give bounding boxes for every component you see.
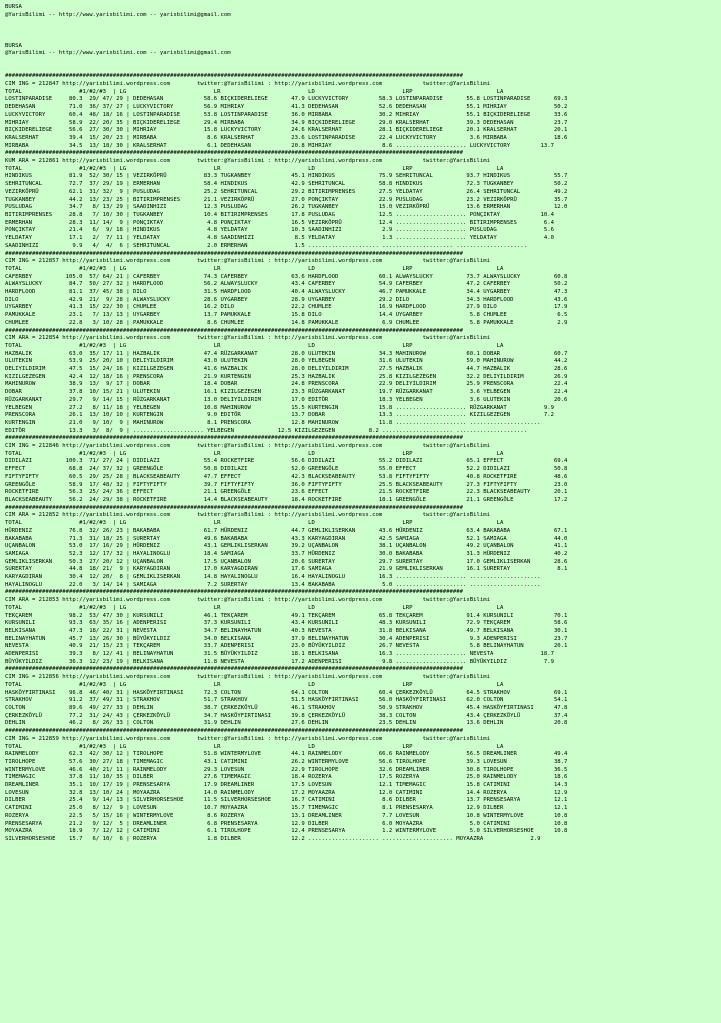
separator-line: ########################################################################################################################################: [5, 150, 464, 157]
column-header-line: TOTAL #1/#2/#3 | LG LR LD LRP LA: [5, 604, 504, 611]
text-line: DEDEHASAN 71.0 36/ 37/ 27 | LUCKYVICTORY 56.9 MIHRIAY 41.3 DEDEHASAN 52.6 DEDEHASAN 55.1 MIHRIAY 50.2: [5, 104, 568, 111]
column-header-line: TOTAL #1/#2/#3 | LG LR LD LRP LA: [5, 743, 504, 750]
text-line: BAKABABA 71.3 31/ 18/ 25 | SURERTAY 49.6 BAKABABA 43.3 KARYAGDIRAN 42.5 SAMIAGA 52.1 SAMIAGA 44.0: [5, 535, 568, 542]
text-line: DILO 42.9 21/ 9/ 28 | ALWAYSLUCKY 28.6 UYGARBEY 28.9 UYGARBEY 29.2 DILO 34.3 HARDFLOOD 43.6: [5, 296, 568, 303]
separator-line: ########################################################################################################################################: [5, 73, 464, 80]
text-line: KARYAGDIRAN 30.4 12/ 20/ 8 | GEMLIKLISERKAN 14.8 HAYALINOGLU 16.4 HAYALINOGLU 16.3 ..................... .....................: [5, 574, 541, 581]
text-line: MIRBABA 34.5 13/ 18/ 30 | KRALSERHAT 6.1 DEDEHASAN 20.8 MIHRIAY 8.6 ..................... LUCKYVICTORY 13.7: [5, 142, 554, 149]
text-line: HÜRDENIZ 76.8 32/ 26/ 23 | BAKABABA 61.7 HÜRDENIZ 44.7 GEMLIKLISERKAN 43.6 HÜRDENIZ 63.4 BAKABABA 67.1: [5, 527, 568, 534]
text-line: ALWAYSLUCKY 84.7 50/ 27/ 32 | HARDFLOOD 56.2 ALWAYSLUCKY 43.4 CAFERBEY 54.9 CAFERBEY 47.2 CAFERBEY 50.2: [5, 281, 568, 288]
separator-line: ########################################################################################################################################: [5, 250, 464, 257]
text-line: YELDATAY 17.1 2/ 7/ 11 | YELDATAY 4.8 SAADINHIZI 8.5 YELDATAY 1.3 ..................... YELDATAY 4.0: [5, 235, 554, 242]
text-line: KURTENGIN 21.0 9/ 10/ 9 | MAHINUROW 8.1 PRENSCORA 12.8 MAHINUROW 11.8 ..................... .....................: [5, 419, 541, 426]
text-line: SURERTAY 44.8 18/ 21/ 9 | KARYAGDIRAN 17.0 KARYAGDIRAN 17.6 SAMIAGA 21.9 GEMLIKLISERKAN 16.1 SURERTAY 8.1: [5, 566, 568, 573]
text-line: UYGARBEY 41.3 15/ 22/ 30 | CHUMLEE 16.2 DILO 22.2 CHUMLEE 16.9 HARDFLOOD 27.9 DILO 17.9: [5, 304, 568, 311]
text-line: CATIMINI 25.0 8/ 12/ 9 | LOVESUN 10.7 MOYAAZRA 15.7 TIMEMAGIC 8.1 PRENSESARYA 12.9 DILBER 12.1: [5, 805, 568, 812]
text-line: MOYAAZRA 18.9 7/ 12/ 12 | CATIMINI 6.1 TIROLHOPE 12.4 PRENSESARYA 1.2 WINTERMYLOVE 5.0 SILVERHORSESHOE 10.8: [5, 828, 568, 835]
column-header-line: TOTAL #1/#2/#3 | LG LR LD LRP LA: [5, 342, 504, 349]
column-header-line: TOTAL #1/#2/#3 | LG LR LD LRP LA: [5, 165, 504, 172]
text-line: SAADINHIZI 9.9 4/ 4/ 6 | SEHRITUNCAL 2.0 ERMERHAN 1.5 ..................... ..................... .....................: [5, 242, 527, 249]
text-line: DILBER 25.4 9/ 14/ 13 | SILVERHORSESHOE 11.5 SILVERHORSESHOE 16.7 CATIMINI 8.6 DILBER 13.7 PRENSESARYA 12.1: [5, 797, 568, 804]
text-line: HINDIKUS 81.9 52/ 30/ 15 | VEZIRKÖPRÜ 83.3 TUGKANBEY 45.1 HINDIKUS 75.9 SEHRITUNCAL 93.7 HINDIKUS 55.7: [5, 173, 568, 180]
text-line: HAZBALIK 63.0 35/ 17/ 11 | HAZBALIK 47.4 RÜZGARKANAT 28.0 ULUTEKIN 34.3 MAHINUROW 60.1 DOBAR 60.7: [5, 350, 568, 357]
text-line: KURSUNILI 93.3 63/ 35/ 16 | ADENPERISI 37.3 KURSUNILI 43.4 KURSUNILI 48.3 KURSUNILI 72.9 TEKÇAREM 58.6: [5, 620, 568, 627]
separator-line: ########################################################################################################################################: [5, 589, 464, 596]
text-line: PONÇIKTAY 21.4 6/ 9/ 18 | HINDIKUS 4.8 YELDATAY 10.3 SAADINHIZI 2.9 ..................... PUSLUDAG 5.6: [5, 227, 554, 234]
text-line: HAYALINOGLU 22.0 3/ 14/ 14 | SAMIAGA 7.2 SURERTAY 13.4 BAKABABA 5.0 ..................... .....................: [5, 581, 541, 588]
text-line: VEZIRKÖPRÜ 62.1 31/ 32/ 9 | PUSLUDAG 25.2 SEHRITUNCAL 29.2 BITIRIMPRENSES 27.5 YELDATAY 26.4 SEHRITUNCAL 49.2: [5, 188, 568, 195]
text-line: TEKÇAREM 98.2 53/ 47/ 30 | KURSUNILI 46.1 TEKÇAREM 49.1 TEKÇAREM 65.8 TEKÇAREM 91.4 KURSUNILI 70.1: [5, 612, 568, 619]
race-header-line: CIM ARA = 212853 http://yarisbilimi.wordpress.com twitter:@YarisBilimi : http://yarisbilimi.wordpress.com twitter:@YarisBilimi: [5, 597, 490, 604]
text-line: KRALSERHAT 39.4 15/ 20/ 23 | MIRBABA 8.6 KRALSERHAT 23.6 LOSTINPARADISE 22.4 LUCKYVICTORY 3.6 MIRBABA 18.6: [5, 134, 568, 141]
text-line: YELBEGEN 27.2 8/ 11/ 18 | YELBEGEN 10.8 MAHINUROW 15.5 KURTENGIN 15.8 ..................... RÜZGARKANAT 9.9: [5, 404, 554, 411]
text-line: SILVERHORSESHOE 15.7 6/ 10/ 6 | ROZERYA 1.8 DILBER 12.2 ..................... ..................... MOYAAZRA 2.9: [5, 835, 541, 842]
text-line: DIDILAZI 100.3 71/ 27/ 24 | DIDILAZI 55.4 ROCKETFIRE 56.6 DIDILAZI 55.2 DIDILAZI 65.1 EFFECT 69.4: [5, 458, 568, 465]
text-line: NEVESTA 40.9 21/ 15/ 23 | TEKÇAREM 33.7 ADENPERISI 23.0 BÜYÜKYILDIZ 26.7 NEVESTA 5.8 BELINAYHATUN 20.1: [5, 643, 568, 650]
text-line: HARDFLOOD 81.1 37/ 45/ 38 | DILO 31.5 HARDFLOOD 40.4 ALWAYSLUCKY 46.7 PAMUKKALE 34.4 UYGARBEY 47.3: [5, 289, 568, 296]
text-line: ÇERKEZKÖYLÜ 77.2 31/ 24/ 43 | ÇERKEZKÖYLÜ 34.7 HASKÖYFIRTINASI 39.8 ÇERKEZKÖYLÜ 38.3 COLTON 43.4 ÇERKEZKÖYLÜ 37.4: [5, 712, 568, 719]
text-line: BITIRIMPRENSES 28.8 7/ 10/ 30 | TUGKANBEY 10.4 BITIRIMPRENSES 17.8 PUSLUDAG 12.5 ..................... PONÇIKTAY 10.4: [5, 211, 554, 218]
race-header-line: CIM ING = 212859 http://yarisbilimi.wordpress.com twitter:@YarisBilimi : http://yarisbilimi.wordpress.com twitter:@YarisBilimi: [5, 735, 490, 742]
contact-line: @YarisBilimi -- http://www.yarisbilimi.com -- yarisbilimi@gmail.com: [5, 50, 231, 57]
race-header-line: KUM ARA = 212861 http://yarisbilimi.wordpress.com twitter:@YarisBilimi : http://yarisbilimi.wordpress.com twitter:@YarisBilimi: [5, 158, 490, 165]
text-line: ERMERHAN 28.3 11/ 14/ 9 | PONÇIKTAY 4.8 PONÇIKTAY 16.5 VEZIRKÖPRÜ 12.4 ..................... BITIRIMPRENSES 6.4: [5, 219, 554, 226]
text-line: BÜYÜKYILDIZ 36.3 12/ 23/ 19 | BELKISANA 11.8 NEVESTA 17.2 ADENPERISI 9.8 ..................... BÜYÜKYILDIZ 7.9: [5, 658, 554, 665]
text-line: ULUTEKIN 53.9 25/ 20/ 10 | DELIYILDIRIM 43.0 ULUTEKIN 28.0 YELBEGEN 31.6 ULUTEKIN 59.0 MAHINUROW 44.2: [5, 358, 568, 365]
text-line: STRAKHOV 91.2 37/ 49/ 31 | STRAKHOV 51.7 STRAKHOV 51.5 HASKÖYFIRTINASI 56.0 HASKÖYFIRTINASI 62.0 COLTON 54.1: [5, 697, 568, 704]
text-line: HASKÖYFIRTINASI 96.8 46/ 40/ 31 | HASKÖYFIRTINASI 72.3 COLTON 64.1 COLTON 60.4 ÇERKEZKÖYLÜ 64.5 STRAKHOV 69.1: [5, 689, 568, 696]
text-line: PRENSCORA 26.1 13/ 10/ 10 | KURTENGIN 9.0 EDITÖR 13.7 DOBAR 13.3 ..................... KIZILGEZEGEN 7.2: [5, 412, 554, 419]
race-header-line: CIM ING = 212847 http://yarisbilimi.wordpress.com twitter:@YarisBilimi : http://yarisbilimi.wordpress.com twitter:@YarisBilimi: [5, 81, 490, 88]
text-line: ROCKETFIRE 56.3 25/ 24/ 36 | EFFECT 21.1 GREENGÖLE 23.6 EFFECT 21.5 ROCKETFIRE 22.3 BLACKSEABEAUTY 20.1: [5, 489, 568, 496]
column-header-line: TOTAL #1/#2/#3 | LG LR LD LRP LA: [5, 520, 504, 527]
text-line: ROZERYA 22.5 5/ 15/ 16 | WINTERMYLOVE 8.6 ROZERYA 13.1 DREAMLINER 7.7 LOVESUN 10.8 WINTERMYLOVE 10.8: [5, 812, 568, 819]
text-line: TUGKANBEY 44.2 13/ 23/ 25 | BITIRIMPRENSES 21.1 VEZIRKÖPRÜ 27.0 PONÇIKTAY 22.9 PUSLUDAG 23.2 VEZIRKÖPRÜ 35.7: [5, 196, 568, 203]
text-line: SAMIAGA 52.3 12/ 17/ 32 | HAYALINOGLU 18.4 SAMIAGA 33.7 HÜRDENIZ 30.0 BAKABABA 31.3 HÜRDENIZ 40.2: [5, 550, 568, 557]
text-line: RÜZGARKANAT 29.7 9/ 14/ 15 | RÜZGARKANAT 13.0 DELIYILDIRIM 17.0 EDITÖR 18.3 YELBEGEN 3.6 ULUTEKIN 20.6: [5, 396, 568, 403]
text-line: CAFERBEY 105.0 57/ 64/ 21 | CAFERBEY 74.3 CAFERBEY 63.6 HARDFLOOD 60.1 ALWAYSLUCKY 73.7 ALWAYSLUCKY 60.8: [5, 273, 568, 280]
column-header-line: TOTAL #1/#2/#3 | LG LR LD LRP LA: [5, 265, 504, 272]
separator-line: ########################################################################################################################################: [5, 435, 464, 442]
text-line: BELKISANA 47.3 18/ 22/ 31 | NEVESTA 34.7 BELINAYHATUN 40.3 NEVESTA 31.8 BELKISANA 49.7 BELKISANA 30.1: [5, 627, 568, 634]
column-header-line: TOTAL #1/#2/#3 | LG LR LD LRP LA: [5, 88, 504, 95]
text-line: BIÇKIDERELIEGE 56.6 27/ 30/ 30 | MIHRIAY 15.8 LUCKYVICTORY 24.6 KRALSERHAT 28.1 BIÇKIDERELIEGE 20.1 KRALSERHAT 20.1: [5, 127, 568, 134]
text-line: MIHRIAY 58.9 22/ 20/ 35 | BIÇKIDERELIEGE 29.4 MIRBABA 34.9 BIÇKIDERELIEGE 29.0 KRALSERHAT 39.3 DEDEHASAN 23.7: [5, 119, 568, 126]
race-header-line: CIM ARA = 212854 http://yarisbilimi.wordpress.com twitter:@YarisBilimi : http://yarisbilimi.wordpress.com twitter:@YarisBilimi: [5, 335, 490, 342]
column-header-line: TOTAL #1/#2/#3 | LG LR LD LRP LA: [5, 681, 504, 688]
city-title: BURSA: [5, 4, 22, 10]
text-line: TIROLHOPE 57.6 30/ 27/ 18 | TIMEMAGIC 43.1 CATIMINI 26.2 WINTERMYLOVE 56.6 TIROLHOPE 39.3 LOVESUN 38.7: [5, 758, 568, 765]
text-line: LOSTINPARADISE 80.3 29/ 47/ 29 | DEDEHASAN 58.6 BIÇKIDERELIEGE 47.9 LUCKYVICTORY 58.3 LOSTINPARADISE 55.8 LOSTINPARADISE 69.3: [5, 96, 568, 103]
city-title: BURSA: [5, 42, 22, 49]
text-line: CHUMLEE 22.8 3/ 10/ 28 | PAMUKKALE 8.6 CHUMLEE 14.8 PAMUKKALE 6.9 CHUMLEE 5.8 PAMUKKALE 2.9: [5, 319, 568, 326]
text-line: TIMEMAGIC 37.8 11/ 10/ 35 | DILBER 27.6 TIMEMAGIC 18.4 ROZERYA 17.5 ROZERYA 25.0 RAINMELODY 18.6: [5, 774, 568, 781]
text-line: MAHINUROW 38.9 13/ 9/ 17 | DOBAR 18.4 DOBAR 24.8 PRENSCORA 22.9 DELIYILDIRIM 25.9 PRENSCORA 22.4: [5, 381, 568, 388]
text-line: ADENPERISI 39.3 8/ 12/ 41 | BELINAYHATUN 31.5 BÜYÜKYILDIZ 18.1 BELKISANA 16.3 ..................... NEVESTA 18.7: [5, 651, 554, 658]
text-line: EFFECT 68.8 24/ 37/ 32 | GREENGÖLE 50.8 DIDILAZI 52.0 GREENGÖLE 55.0 EFFECT 52.2 DIDILAZI 50.8: [5, 466, 568, 473]
text-line: GEMLIKLISERKAN 50.3 27/ 20/ 12 | UÇANBALON 17.5 UÇANBALON 20.6 SURERTAY 29.7 SURERTAY 17.0 GEMLIKLISERKAN 28.6: [5, 558, 568, 565]
text-line: DOBAR 37.8 10/ 15/ 21 | ULUTEKIN 16.1 KIZILGEZEGEN 23.3 RÜZGARKANAT 19.7 RÜZGARKANAT 3.6 YELBEGEN 22.4: [5, 389, 568, 396]
separator-line: ########################################################################################################################################: [5, 728, 464, 735]
text-line: GREENGÖLE 58.9 17/ 48/ 32 | FIFTYFIFTY 39.7 FIFTYFIFTY 36.0 FIFTYFIFTY 25.5 BLACKSEABEAUTY 27.3 FIFTYFIFTY 23.0: [5, 481, 568, 488]
text-line: UÇANBALON 53.0 17/ 16/ 29 | HÜRDENIZ 43.1 GEMLIKLISERKAN 39.2 UÇANBALON 38.1 UÇANBALON 49.2 UÇANBALON 41.1: [5, 543, 568, 550]
column-header-line: TOTAL #1/#2/#3 | LG LR LD LRP LA: [5, 450, 504, 457]
text-line: BLACKSEABEAUTY 56.2 24/ 29/ 38 | ROCKETFIRE 14.4 BLACKSEABEAUTY 18.4 ROCKETFIRE 18.1 GREENGÖLE 21.1 GREENGÖLE 17.2: [5, 497, 568, 503]
text-line: LOVESUN 32.8 13/ 10/ 24 | MOYAAZRA 14.0 RAINMELODY 17.2 MOYAAZRA 12.0 CATIMINI 14.4 ROZERYA 12.9: [5, 789, 568, 796]
race-header-line: CIM ING = 212857 http://yarisbilimi.wordpress.com twitter:@YarisBilimi : http://yarisbilimi.wordpress.com twitter:@YarisBilimi: [5, 258, 490, 265]
text-line: PAMUKKALE 23.1 7/ 13/ 13 | UYGARBEY 13.7 PAMUKKALE 15.8 DILO 14.4 UYGARBEY 5.8 CHUMLEE 6.5: [5, 312, 568, 319]
text-line: EDITÖR 13.3 3/ 8/ 9 | ..................... YELBEGEN 12.5 KIZILGEZEGEN 8.2 ..................... .....................: [5, 427, 527, 434]
separator-line: ########################################################################################################################################: [5, 327, 464, 334]
text-line: BELINAYHATUN 45.7 13/ 26/ 30 | BÜYÜKYILDIZ 34.0 BELKISANA 37.9 BELINAYHATUN 30.4 ADENPERISI 9.3 ADENPERISI 23.7: [5, 635, 568, 642]
text-line: PRENSESARYA 21.2 9/ 12/ 5 | DREAMLINER 6.8 PRENSESARYA 12.9 DILBER 6.0 MOYAAZRA 5.0 CATIMINI 10.8: [5, 820, 568, 827]
race-header-line: CIM ING = 212856 http://yarisbilimi.wordpress.com twitter:@YarisBilimi : http://yarisbilimi.wordpress.com twitter:@YarisBilimi: [5, 674, 490, 681]
text-line: RAINMELODY 62.3 42/ 30/ 12 | TIROLHOPE 51.8 WINTERMYLOVE 44.1 RAINMELODY 66.6 RAINMELODY 56.5 DREAMLINER 49.4: [5, 751, 568, 758]
text-line: DEHLIN 46.2 8/ 26/ 33 | COLTON 31.9 DEHLIN 27.6 DEHLIN 23.5 DEHLIN 13.6 DEHLIN 20.8: [5, 720, 568, 727]
separator-line: ########################################################################################################################################: [5, 666, 464, 673]
race-header-line: CIM ARA = 212852 http://yarisbilimi.wordpress.com twitter:@YarisBilimi : http://yarisbilimi.wordpress.com twitter:@YarisBilimi: [5, 512, 490, 519]
text-line: LUCKYVICTORY 60.4 48/ 18/ 16 | LOSTINPARADISE 53.8 LOSTINPARADISE 36.0 MIRBABA 30.2 MIHRIAY 55.1 BIÇKIDERELIEGE 33.6: [5, 111, 568, 118]
race-header-line: CIM ING = 212846 http://yarisbilimi.wordpress.com twitter:@YarisBilimi : http://yarisbilimi.wordpress.com twitter:@YarisBilimi: [5, 443, 490, 450]
text-line: KIZILGEZEGEN 42.4 12/ 18/ 16 | PRENSCORA 21.9 KURTENGIN 25.3 HAZBALIK 25.8 KIZILGEZEGEN 32.2 DELIYILDIRIM 26.9: [5, 373, 568, 380]
text-line: WINTERMYLOVE 46.6 40/ 21/ 11 | RAINMELODY 29.3 LOVESUN 22.9 TIROLHOPE 32.6 DREAMLINER 30.8 TIROLHOPE 36.5: [5, 766, 568, 773]
text-line: DREAMLINER 35.1 10/ 17/ 19 | PRENSESARYA 17.9 DREAMLINER 17.5 LOVESUN 12.1 TIMEMAGIC 15.8 CATIMINI 14.3: [5, 782, 568, 789]
text-line: SEHRITUNCAL 72.7 37/ 29/ 19 | ERMERHAN 58.4 HINDIKUS 42.9 SEHRITUNCAL 58.8 HINDIKUS 72.3 TUGKANBEY 50.2: [5, 181, 568, 188]
text-line: FIFTYFIFTY 60.5 29/ 25/ 28 | BLACKSEABEAUTY 47.7 EFFECT 42.3 BLACKSEABEAUTY 53.8 FIFTYFIFTY 40.8 ROCKETFIRE 48.6: [5, 473, 568, 480]
text-line: DELIYILDIRIM 47.5 15/ 24/ 16 | KIZILGEZEGEN 41.6 HAZBALIK 28.0 DELIYILDIRIM 27.5 HAZBALIK 44.7 HAZBALIK 28.6: [5, 366, 568, 373]
contact-line: @YarisBilimi -- http://www.yarisbilimi.com -- yarisbilimi@gmail.com: [5, 11, 231, 18]
text-line: COLTON 89.6 49/ 27/ 33 | DEHLIN 38.7 ÇERKEZKÖYLÜ 46.1 STRAKHOV 50.9 STRAKHOV 45.4 HASKÖYFIRTINASI 47.8: [5, 704, 568, 711]
text-line: PUSLUDAG 34.7 8/ 13/ 29 | SAADINHIZI 12.3 PUSLUDAG 26.2 TUGKANBEY 15.0 VEZIRKÖPRÜ 13.6 ERMERHAN 12.0: [5, 204, 568, 211]
separator-line: ########################################################################################################################################: [5, 504, 464, 511]
